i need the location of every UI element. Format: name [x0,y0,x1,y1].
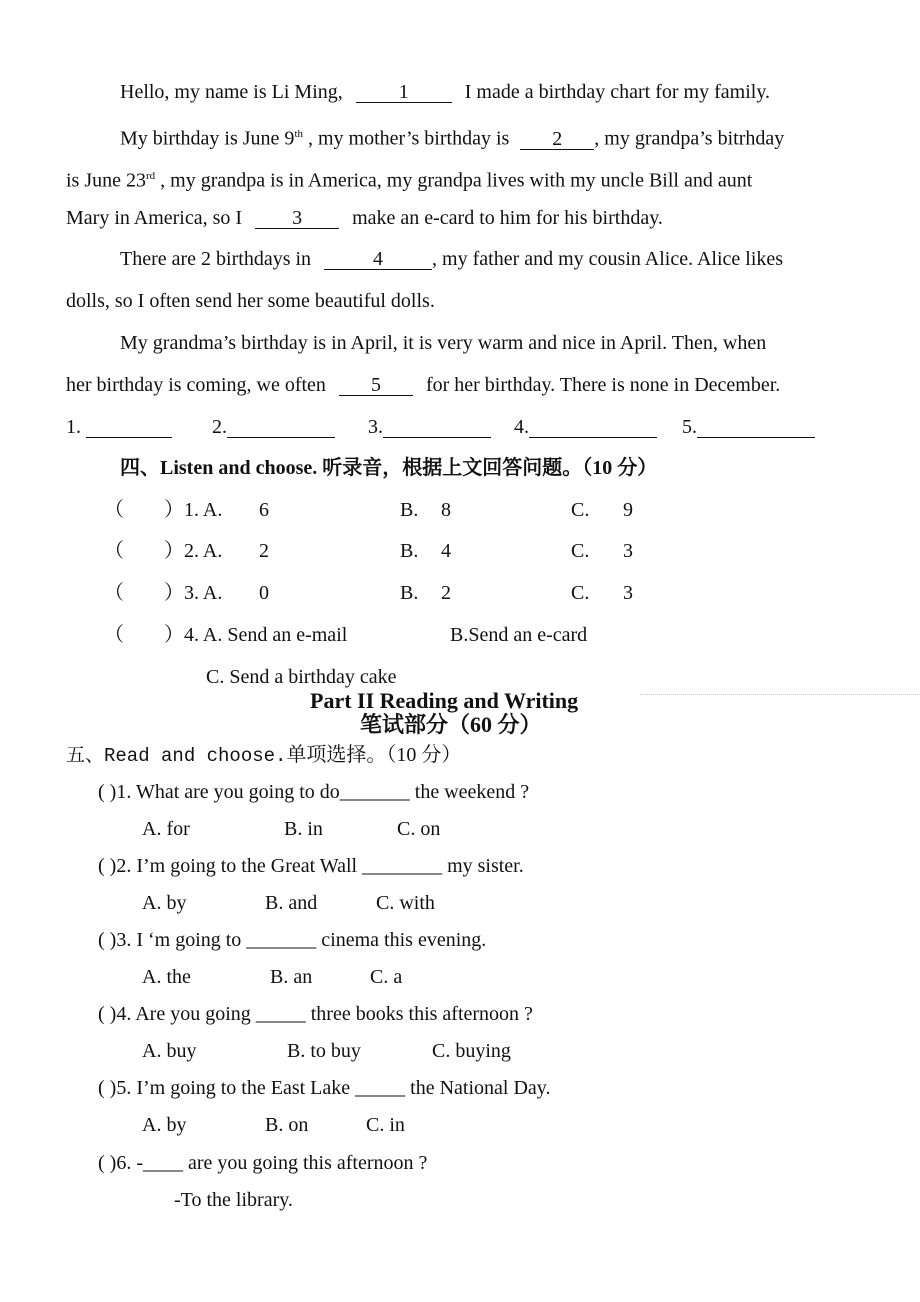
option-b: 4 [441,540,451,562]
option-b: 8 [441,499,451,521]
answer-paren[interactable]: （ ） [104,624,184,646]
superscript: rd [146,170,156,182]
text: Mary in America, so I [66,207,243,229]
option-b-label: B. [400,499,419,521]
option-b: B.Send an e-card [450,624,588,646]
passage-line-4 [66,206,663,230]
text: There are 2 birthdays in [120,248,312,270]
option-c: C. in [366,1114,405,1136]
label: 5. [682,416,697,438]
text: for her birthday. There is none in December. [425,374,781,396]
text: , my grandpa’s bitrhday [594,127,785,150]
listen-question-3 [104,581,633,605]
answer-line[interactable] [529,417,657,438]
option-c: 9 [623,499,633,521]
question-num: 3. A. [184,582,223,604]
passage-line-2 [120,122,784,151]
option-c: 3 [623,540,633,562]
listen-question-2 [104,539,633,563]
answer-2[interactable] [212,415,335,439]
option-a: 6 [259,499,269,521]
text: make an e-card to him for his birthday. [352,207,663,229]
passage-line-6: dolls, so I often send her some beautiful dolls. [66,290,435,312]
choice-question-3: ( )3. I ‘m going to _______ cinema this evening. [98,929,487,951]
choice-question-4: ( )4. Are you going _____ three books this afternoon ? [98,1003,533,1025]
choice-question-5: ( )5. I’m going to the East Lake _____ the National Day. [98,1077,551,1099]
label: 2. [212,416,227,438]
option-a: A. the [142,966,191,988]
choice-options-4 [142,1039,511,1063]
option-a: A. buy [142,1040,197,1062]
blank-5[interactable]: 5 [339,375,413,396]
passage-line-7: My grandma’s birthday is in April, it is very warm and nice in April. Then, when [120,332,767,354]
text: is June 23 [66,169,146,192]
option-c-label: C. [571,582,590,604]
section-4-title: 四、Listen and choose. 听录音，根据上文回答问题。（10 分） [120,457,658,479]
choice-answer-6: -To the library. [174,1189,293,1211]
choice-options-3 [142,965,403,989]
passage-line-1 [120,80,770,104]
choice-options-2 [142,891,435,915]
option-b: 2 [441,582,451,604]
option-c-label: C. [571,499,590,521]
question-num: 1. A. [184,499,223,521]
answer-paren[interactable]: （ ） [104,540,184,562]
text: My birthday is June 9 [120,127,295,150]
answer-line[interactable] [227,417,335,438]
choice-question-6: ( )6. -____ are you going this afternoon ? [98,1152,428,1174]
passage-line-5 [120,247,783,271]
answer-line[interactable] [697,417,815,438]
blank-2[interactable]: 2 [520,129,594,150]
text: , my mother’s birthday is [308,127,510,150]
choice-question-2: ( )2. I’m going to the Great Wall ________ my sister. [98,855,524,877]
option-c: 3 [623,582,633,604]
divider [640,694,920,695]
text: , my father and my cousin Alice. Alice likes [432,248,784,270]
listen-question-1 [104,498,633,522]
option-a: 2 [259,540,269,562]
part-title: Part II Reading and Writing [310,688,579,713]
option-b: B. on [265,1114,309,1136]
text: I made a birthday chart for my family. [464,81,771,103]
option-c-label: C. [571,540,590,562]
option-c: C. buying [432,1040,511,1062]
superscript: th [294,128,303,140]
text: , my grandpa is in America, my grandpa lives with my uncle Bill and aunt [160,169,753,192]
title-cn: 单项选择。（10 分） [286,744,462,766]
choice-question-1: ( )1. What are you going to do_______ the weekend ? [98,781,530,803]
passage-line-8 [66,373,780,397]
option-a: 0 [259,582,269,604]
option-b-label: B. [400,582,419,604]
option-b-label: B. [400,540,419,562]
answer-1[interactable] [66,415,172,439]
answer-paren[interactable]: （ ） [104,499,184,521]
blank-1[interactable]: 1 [356,82,452,103]
answer-5[interactable] [682,415,815,439]
answer-line[interactable] [86,417,172,438]
option-a: A. for [142,818,190,840]
option-a: 4. A. Send an e-mail [184,624,348,646]
label: 3. [368,416,383,438]
part-subtitle: 笔试部分（60 分） [360,712,542,737]
option-c: C. a [370,966,403,988]
label: 1. [66,416,81,438]
option-a: A. by [142,892,187,914]
listen-question-4 [104,623,804,647]
title-en: 五、Read and choose. [66,745,287,767]
choice-options-5 [142,1113,405,1137]
blank-4[interactable]: 4 [324,249,432,270]
option-b: B. in [284,818,323,840]
blank-3[interactable]: 3 [255,208,339,229]
option-b: B. to buy [287,1040,361,1062]
option-a: A. by [142,1114,187,1136]
label: 4. [514,416,529,438]
text: Hello, my name is Li Ming, [120,81,343,103]
option-b: B. and [265,892,318,914]
choice-options-1 [142,817,441,841]
answer-line[interactable] [383,417,491,438]
option-b: B. an [270,966,313,988]
passage-line-3 [66,164,752,193]
answer-paren[interactable]: （ ） [104,582,184,604]
answer-3[interactable] [368,415,491,439]
answer-4[interactable] [514,415,657,439]
listen-question-4-option-c: C. Send a birthday cake [206,666,397,688]
option-c: C. on [397,818,441,840]
text: her birthday is coming, we often [66,374,326,396]
question-num: 2. A. [184,540,223,562]
section-5-title [66,743,461,768]
option-c: C. with [376,892,435,914]
